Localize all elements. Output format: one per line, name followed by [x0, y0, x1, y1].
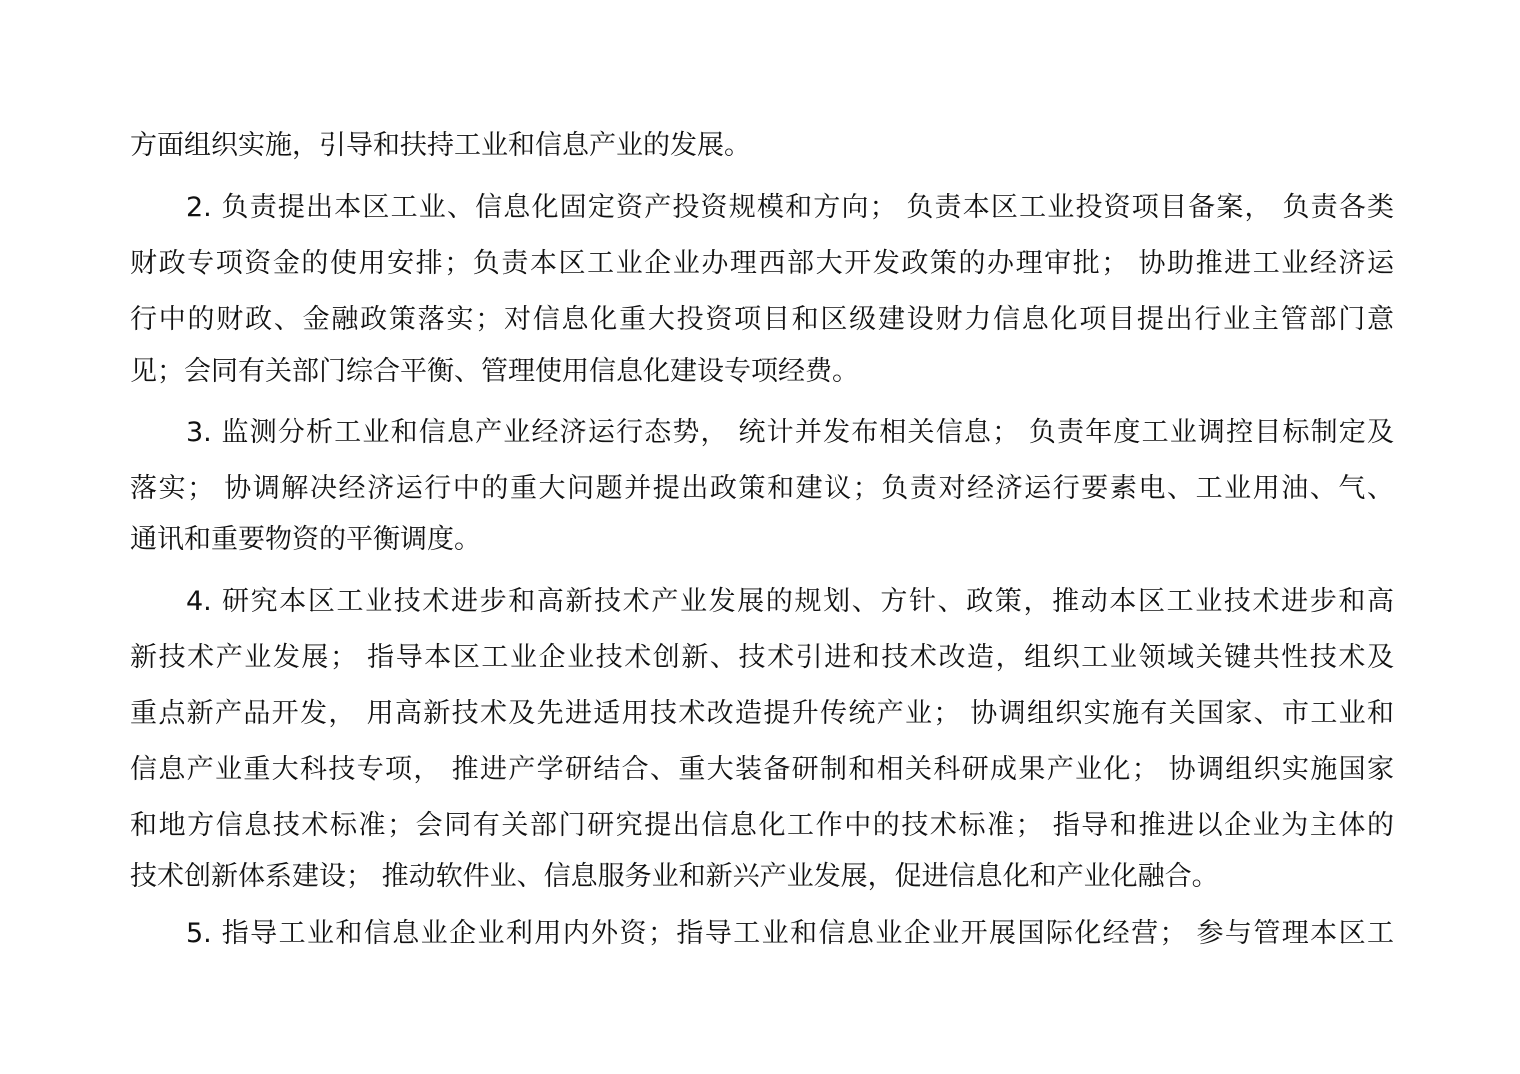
text-line: 技术创新体系建设； 推动软件业、信息服务业和新兴产业发展，促进信息化和产业化融合。: [130, 861, 1219, 892]
text-line: 行中的财政、金融政策落实；对信息化重大投资项目和区级建设财力信息化项目提出行业主管部门意: [130, 304, 1394, 335]
text-line: 见；会同有关部门综合平衡、管理使用信息化建设专项经费。: [130, 356, 859, 387]
text-line: 重点新产品开发， 用高新技术及先进适用技术改造提升传统产业； 协调组织实施有关国家、市工业和: [130, 698, 1394, 729]
text-line: 5. 指导工业和信息业企业利用内外资；指导工业和信息业企业开展国际化经营； 参与管理本区工: [186, 918, 1394, 949]
text-line: 落实； 协调解决经济运行中的重大问题并提出政策和建议；负责对经济运行要素电、工业用油、气、: [130, 473, 1394, 504]
text-line: 4. 研究本区工业技术进步和高新技术产业发展的规划、方针、政策，推动本区工业技术进步和高: [186, 586, 1394, 617]
text-line: 3. 监测分析工业和信息产业经济运行态势， 统计并发布相关信息； 负责年度工业调控目标制定及: [186, 417, 1394, 448]
text-line: 通讯和重要物资的平衡调度。: [130, 524, 481, 555]
text-line: 方面组织实施，引导和扶持工业和信息产业的发展。: [130, 130, 751, 161]
text-line: 和地方信息技术标准；会同有关部门研究提出信息化工作中的技术标准； 指导和推进以企业为主体的: [130, 810, 1394, 841]
text-line: 信息产业重大科技专项， 推进产学研结合、重大装备研制和相关科研成果产业化； 协调组织实施国家: [130, 754, 1394, 785]
text-line: 2. 负责提出本区工业、信息化固定资产投资规模和方向； 负责本区工业投资项目备案， 负责各类: [186, 192, 1394, 223]
text-line: 财政专项资金的使用安排；负责本区工业企业办理西部大开发政策的办理审批； 协助推进工业经济运: [130, 248, 1394, 279]
text-line: 新技术产业发展； 指导本区工业企业技术创新、技术引进和技术改造，组织工业领域关键共性技术及: [130, 642, 1394, 673]
